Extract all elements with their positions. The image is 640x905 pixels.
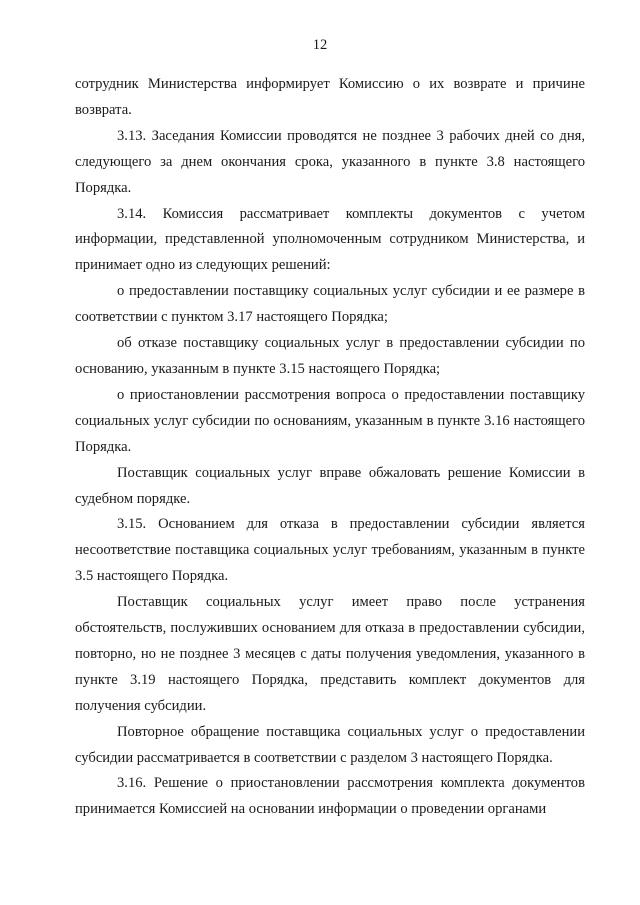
document-body	[75, 72, 585, 823]
page-number: 12	[312, 37, 328, 53]
paragraph-3-13: 3.13. Заседания Комиссии проводятся не позднее 3 рабочих дней со дня, следующего за днем окончания срока, указанного в пункте 3.8 настоящего Порядка.	[75, 127, 585, 196]
decision-option-refuse: об отказе поставщику социальных услуг в предоставлении субсидии по основанию, указанным в пункте 3.15 настоящего Порядка;	[75, 335, 585, 377]
decision-option-suspend: о приостановлении рассмотрения вопроса о предоставлении поставщику социальных услуг субсидии по основаниям, указанным в пункте 3.16 настоящего Порядка.	[75, 386, 585, 455]
paragraph-3-14: 3.14. Комиссия рассматривает комплекты документов с учетом информации, представленной уполномоченным сотрудником Министерства, и принимает одно из следующих решений:	[75, 205, 585, 274]
paragraph-resubmission-right: Поставщик социальных услуг имеет право после устранения обстоятельств, послуживших основанием для отказа в предоставлении субсидии, повторно, но не позднее 3 месяцев с даты получения уведомления, указанного в пункте 3.19 настоящего Порядка, представить комплект документов для получения субсидии.	[75, 594, 585, 714]
paragraph-continuation: сотрудник Министерства информирует Комиссию о их возврате и причине возврата.	[75, 76, 585, 118]
paragraph-3-16: 3.16. Решение о приостановлении рассмотрения комплекта документов принимается Комиссией на основании информации о проведении органами	[75, 775, 585, 818]
paragraph-3-15: 3.15. Основанием для отказа в предоставлении субсидии является несоответствие поставщика социальных услуг требованиям, указанным в пункте 3.5 настоящего Порядка.	[75, 516, 585, 585]
decision-option-grant: о предоставлении поставщику социальных услуг субсидии и ее размере в соответствии с пунктом 3.17 настоящего Порядка;	[75, 283, 585, 326]
paragraph-repeat-application: Повторное обращение поставщика социальных услуг о предоставлении субсидии рассматривается в соответствии с разделом 3 настоящего Порядка.	[75, 723, 585, 766]
paragraph-appeal: Поставщик социальных услуг вправе обжаловать решение Комиссии в судебном порядке.	[75, 464, 585, 507]
